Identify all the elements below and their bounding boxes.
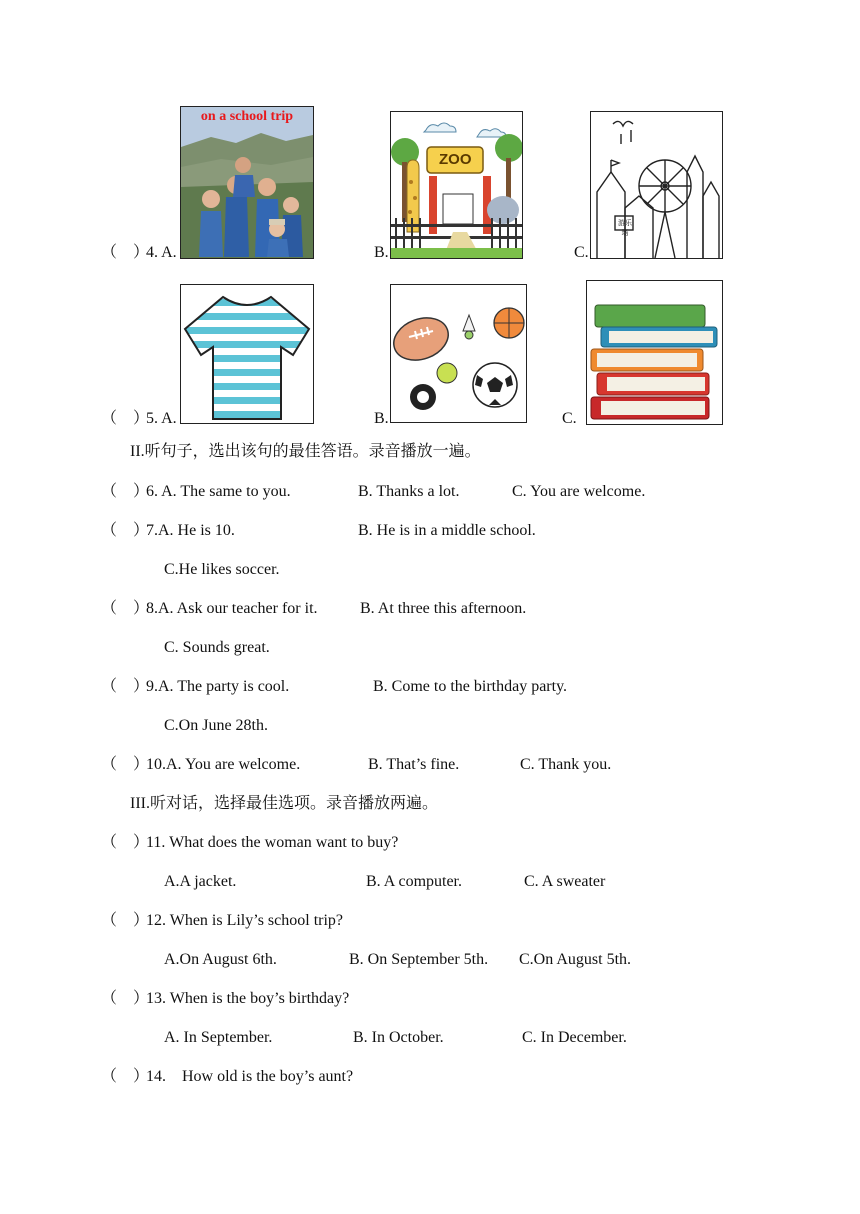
q13-option-c: C. In December. (522, 1029, 627, 1046)
zoo-sign-text: ZOO (439, 151, 472, 168)
answer-parentheses[interactable]: （ ） (101, 1068, 150, 1085)
q7-option-a: 7.A. He is 10. (146, 522, 235, 539)
zoo-image (390, 111, 523, 259)
answer-parentheses[interactable]: （ ） (101, 600, 150, 617)
answer-parentheses[interactable]: （ ） (101, 483, 150, 500)
q8-option-c: C. Sounds great. (164, 639, 270, 656)
section-2-heading: II.听句子，选出该句的最佳答语。录音播放一遍。 (130, 443, 481, 460)
q10-option-c: C. Thank you. (520, 756, 612, 773)
q10-option-b: B. That’s fine. (368, 756, 460, 773)
q10-option-a: 10.A. You are welcome. (146, 756, 301, 773)
q6-option-c: C. You are welcome. (512, 483, 646, 500)
balls-image (390, 284, 527, 423)
q13-question: 13. When is the boy’s birthday? (146, 990, 350, 1007)
q7-option-b: B. He is in a middle school. (358, 522, 536, 539)
answer-parentheses[interactable]: （ ） (101, 990, 150, 1007)
q11-option-c: C. A sweater (524, 873, 606, 890)
q7-option-c: C.He likes soccer. (164, 561, 280, 578)
q12-question: 12. When is Lily’s school trip? (146, 912, 344, 929)
answer-parentheses[interactable]: （ ） (101, 912, 150, 929)
q6-option-a: 6. A. The same to you. (146, 483, 291, 500)
answer-parentheses[interactable]: （ ） (101, 410, 150, 427)
q12-option-a: A.On August 6th. (164, 951, 277, 968)
q14-question: 14. How old is the boy’s aunt? (146, 1068, 354, 1085)
section-3-heading: III.听对话，选择最佳选项。录音播放两遍。 (130, 795, 438, 812)
school-trip-photo (180, 106, 314, 259)
q12-option-b: B. On September 5th. (349, 951, 489, 968)
tshirt-image (180, 284, 314, 424)
option-a-label: 4. A. (146, 244, 177, 261)
q8-option-b: B. At three this afternoon. (360, 600, 527, 617)
amusement-park-image (590, 111, 723, 259)
q13-option-b: B. In October. (353, 1029, 444, 1046)
photo-caption: on a school trip (200, 109, 294, 124)
option-b-label: B. (374, 244, 389, 261)
answer-parentheses[interactable]: （ ） (101, 244, 150, 261)
q9-option-c: C.On June 28th. (164, 717, 268, 734)
answer-parentheses[interactable]: （ ） (101, 756, 150, 773)
answer-parentheses[interactable]: （ ） (101, 522, 150, 539)
option-c-label: C. (574, 244, 589, 261)
answer-parentheses[interactable]: （ ） (101, 834, 150, 851)
q8-option-a: 8.A. Ask our teacher for it. (146, 600, 318, 617)
answer-parentheses[interactable]: （ ） (101, 678, 150, 695)
q13-option-a: A. In September. (164, 1029, 273, 1046)
option-c-label: C. (562, 410, 577, 427)
books-image (586, 280, 723, 425)
q9-option-a: 9.A. The party is cool. (146, 678, 290, 695)
option-a-label: 5. A. (146, 410, 177, 427)
q11-option-a: A.A jacket. (164, 873, 237, 890)
q12-option-c: C.On August 5th. (519, 951, 632, 968)
q11-option-b: B. A computer. (366, 873, 462, 890)
park-sign-text: 游乐场 (618, 219, 632, 237)
q9-option-b: B. Come to the birthday party. (373, 678, 568, 695)
q11-question: 11. What does the woman want to buy? (146, 834, 399, 851)
q6-option-b: B. Thanks a lot. (358, 483, 460, 500)
option-b-label: B. (374, 410, 389, 427)
